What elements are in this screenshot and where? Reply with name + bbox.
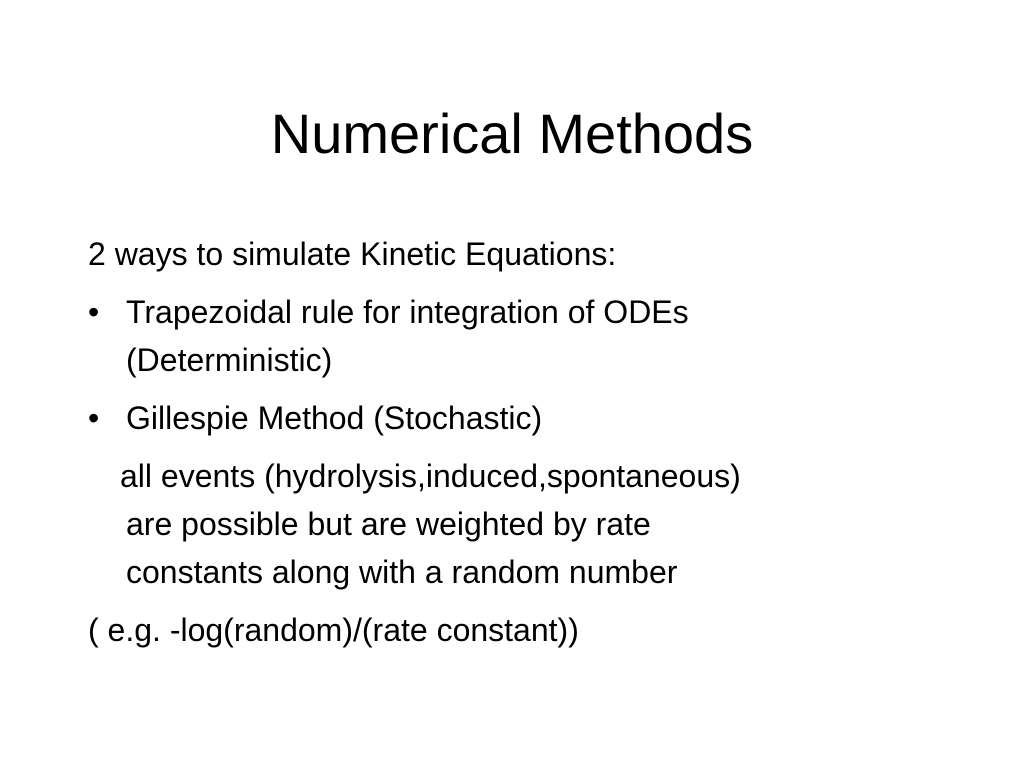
note-line: constants along with a random number [126,554,678,590]
gillespie-note [88,452,948,596]
bullet-text-line: Trapezoidal rule for integration of ODEs [126,294,689,330]
slide-title: Numerical Methods [270,102,754,165]
note-line: are possible but are weighted by rate [126,506,651,542]
intro-line: 2 ways to simulate Kinetic Equations: [88,236,617,272]
slide-body [88,230,948,664]
bullet-icon: • [88,294,100,330]
bullet-icon: • [88,400,100,436]
bullet-text-line: (Deterministic) [126,342,333,378]
bullet-item-gillespie [88,394,948,442]
bullet-text-line: Gillespie Method (Stochastic) [126,400,543,436]
example-line: ( e.g. -log(random)/(rate constant)) [88,612,579,648]
note-line: all events (hydrolysis,induced,spontaneous) [120,458,741,494]
bullet-item-trapezoidal [88,288,948,384]
